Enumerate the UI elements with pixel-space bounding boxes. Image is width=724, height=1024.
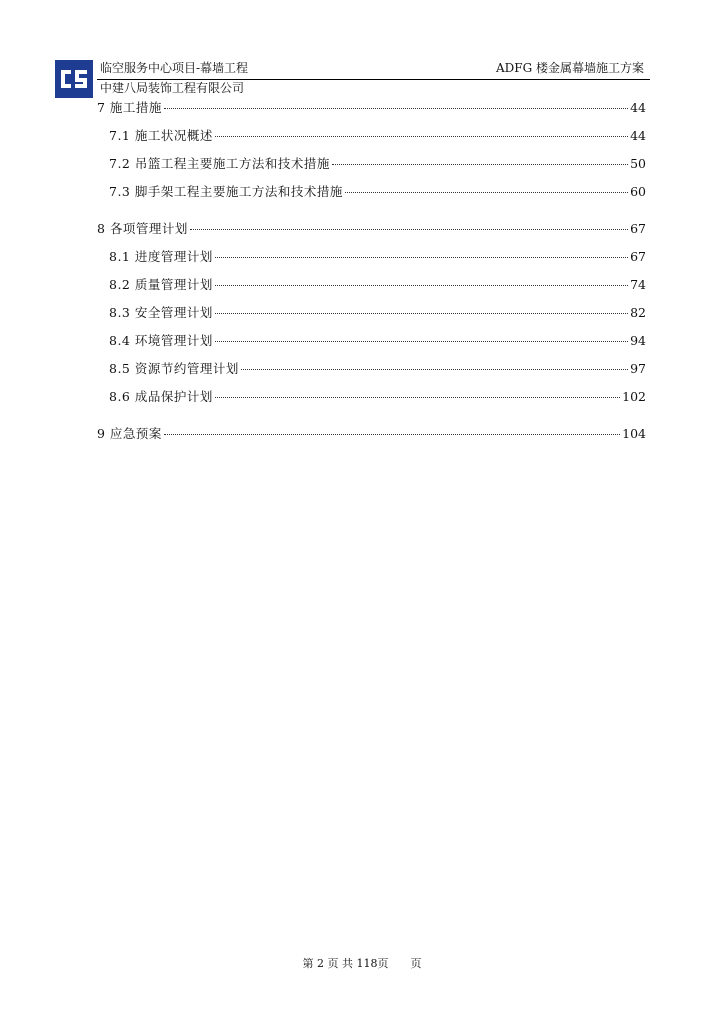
- toc-entry[interactable]: [97, 389, 646, 417]
- toc-entry[interactable]: [97, 128, 646, 156]
- toc-entry-page: 97: [630, 361, 646, 376]
- company-logo-icon: [55, 60, 93, 98]
- toc-entry-page: 104: [622, 426, 646, 441]
- toc-entry-page: 60: [630, 184, 646, 199]
- toc-entry[interactable]: [97, 426, 646, 454]
- toc-entry-page: 74: [630, 277, 646, 292]
- toc-leader: [215, 285, 628, 286]
- toc-entry-title: 8.6 成品保护计划: [109, 389, 213, 404]
- toc-leader: [241, 369, 628, 370]
- toc-leader: [345, 192, 628, 193]
- toc-entry-page: 102: [622, 389, 646, 404]
- toc-entry-title: 8.3 安全管理计划: [109, 305, 213, 320]
- toc-entry-title: 8.4 环境管理计划: [109, 333, 213, 348]
- toc-leader: [215, 257, 628, 258]
- toc-entry[interactable]: [97, 277, 646, 305]
- toc-leader: [215, 341, 628, 342]
- toc-entry[interactable]: [97, 221, 646, 249]
- header-project: 临空服务中心项目-幕墙工程: [100, 61, 249, 75]
- toc-entry-page: 67: [630, 249, 646, 264]
- table-of-contents: [97, 100, 646, 454]
- toc-leader: [215, 397, 620, 398]
- toc-entry-title: 7 施工措施: [97, 100, 162, 115]
- toc-entry-title: 8.5 资源节约管理计划: [109, 361, 239, 376]
- toc-entry-page: 44: [630, 128, 646, 143]
- toc-entry[interactable]: [97, 305, 646, 333]
- toc-leader: [215, 313, 628, 314]
- header-company: 中建八局装饰工程有限公司: [100, 81, 245, 95]
- toc-entry-page: 82: [630, 305, 646, 320]
- toc-entry-page: 94: [630, 333, 646, 348]
- toc-entry-page: 67: [630, 221, 646, 236]
- toc-entry-title: 9 应急预案: [97, 426, 162, 441]
- toc-leader: [332, 164, 628, 165]
- header-doc-title: ADFG 楼金属幕墙施工方案: [495, 61, 644, 75]
- toc-entry[interactable]: [97, 249, 646, 277]
- toc-leader: [164, 434, 620, 435]
- toc-entry[interactable]: [97, 184, 646, 212]
- toc-leader: [215, 136, 628, 137]
- toc-entry-page: 50: [630, 156, 646, 171]
- toc-leader: [164, 108, 628, 109]
- toc-entry[interactable]: [97, 361, 646, 389]
- toc-entry-page: 44: [630, 100, 646, 115]
- toc-entry[interactable]: [97, 333, 646, 361]
- toc-entry-title: 8 各项管理计划: [97, 221, 188, 236]
- toc-entry-title: 7.1 施工状况概述: [109, 128, 213, 143]
- page-footer: 第 2 页 共 118页 页: [302, 957, 422, 970]
- toc-entry-title: 7.3 脚手架工程主要施工方法和技术措施: [109, 184, 343, 199]
- toc-entry-title: 7.2 吊篮工程主要施工方法和技术措施: [109, 156, 330, 171]
- toc-entry[interactable]: [97, 100, 646, 128]
- toc-entry-title: 8.1 进度管理计划: [109, 249, 213, 264]
- toc-entry[interactable]: [97, 156, 646, 184]
- header-divider: [97, 79, 650, 80]
- toc-leader: [190, 229, 628, 230]
- toc-entry-title: 8.2 质量管理计划: [109, 277, 213, 292]
